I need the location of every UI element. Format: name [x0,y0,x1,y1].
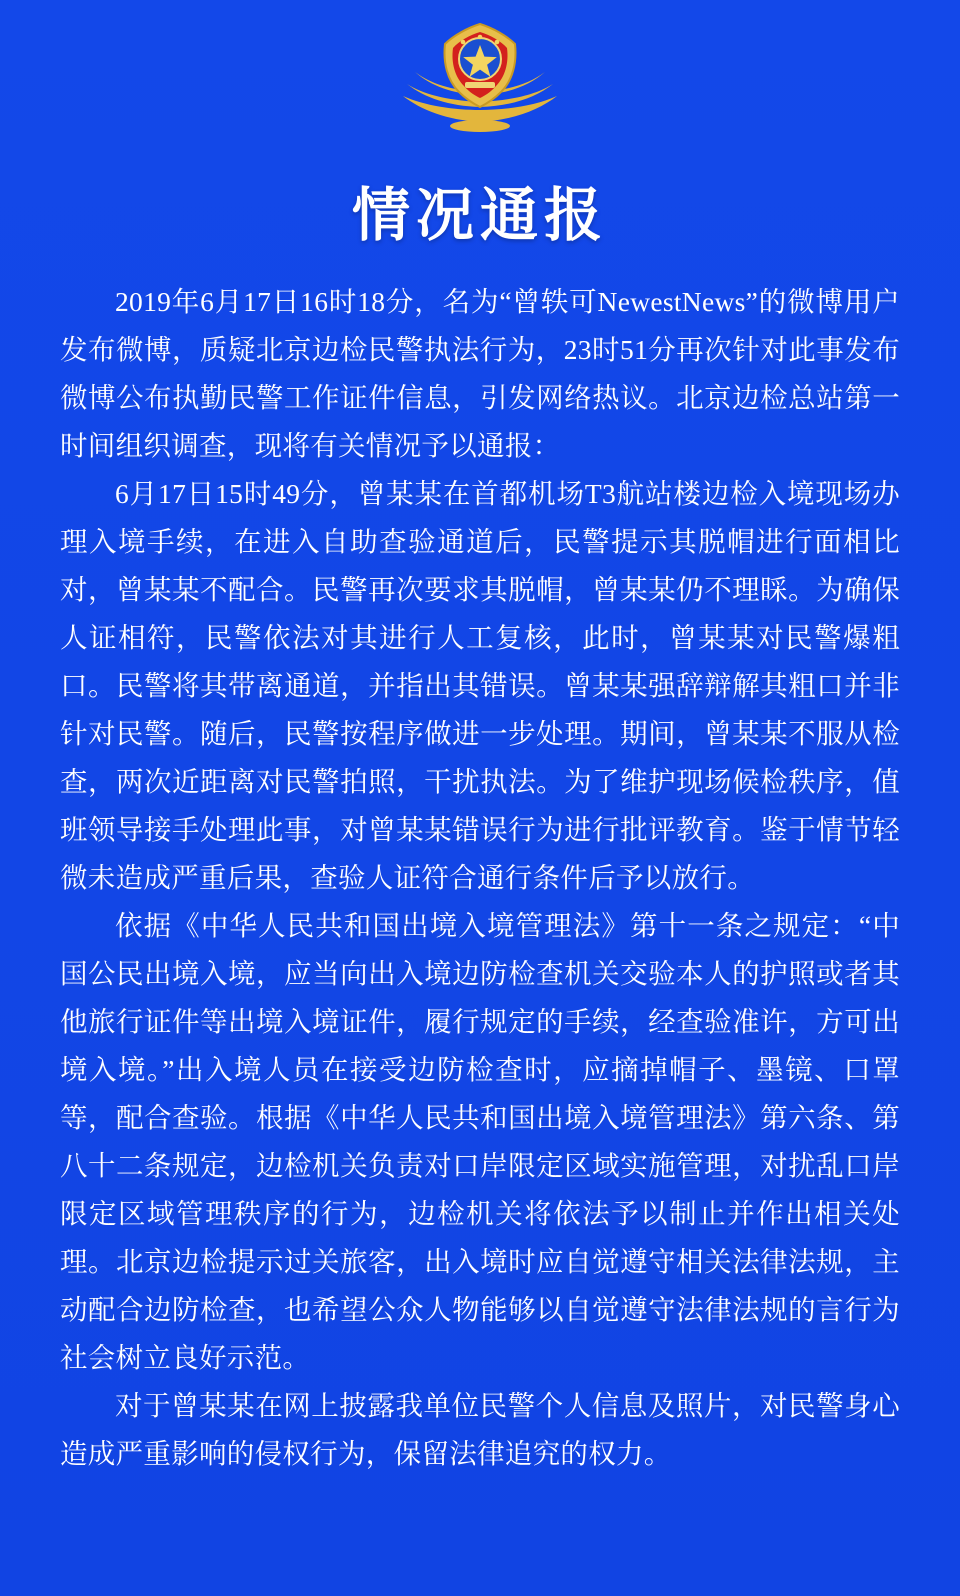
notice-paragraph: 2019年6月17日16时18分，名为“曾轶可NewestNews”的微博用户发布微博，质疑北京边检民警执法行为，23时51分再次针对此事发布微博公布执勤民警工作证件信息，引发网络热议。北京边检总站第一时间组织调查，现将有关情况予以通报： [60,286,900,461]
notice-body [60,278,900,1478]
notice-paragraph: 对于曾某某在网上披露我单位民警个人信息及照片，对民警身心造成严重影响的侵权行为，保留法律追究的权力。 [60,1390,900,1469]
emblem-container [60,0,900,154]
notice-paragraph: 6月17日15时49分，曾某某在首都机场T3航站楼边检入境现场办理入境手续，在进入自助查验通道后，民警提示其脱帽进行面相比对，曾某某不配合。民警再次要求其脱帽，曾某某仍不理睬。为确保人证相符，民警依法对其进行人工复核，此时，曾某某对民警爆粗口。民警将其带离通道，并指出其错误。曾某某强辞辩解其粗口并非针对民警。随后，民警按程序做进一步处理。期间，曾某某不服从检查，两次近距离对民警拍照，干扰执法。为了维护现场候检秩序，值班领导接手处理此事，对曾某某错误行为进行批评教育。鉴于情节轻微未造成严重后果，查验人证符合通行条件后予以放行。 [60,478,900,893]
notice-paragraph: 依据《中华人民共和国出境入境管理法》第十一条之规定：“中国公民出境入境，应当向出入境边防检查机关交验本人的护照或者其他旅行证件等出境入境证件，履行规定的手续，经查验准许，方可出境入境。”出入境人员在接受边防检查时，应摘掉帽子、墨镜、口罩等，配合查验。根据《中华人民共和国出境入境管理法》第六条、第八十二条规定，边检机关负责对口岸限定区域实施管理，对扰乱口岸限定区域管理秩序的行为，边检机关将依法予以制止并作出相关处理。北京边检提示过关旅客，出入境时应自觉遵守相关法律法规，主动配合边防检查，也希望公众人物能够以自觉遵守法律法规的言行为社会树立良好示范。 [60,910,900,1373]
page-title: 情况通报 [351,183,608,248]
china-police-badge-emblem [385,14,575,140]
